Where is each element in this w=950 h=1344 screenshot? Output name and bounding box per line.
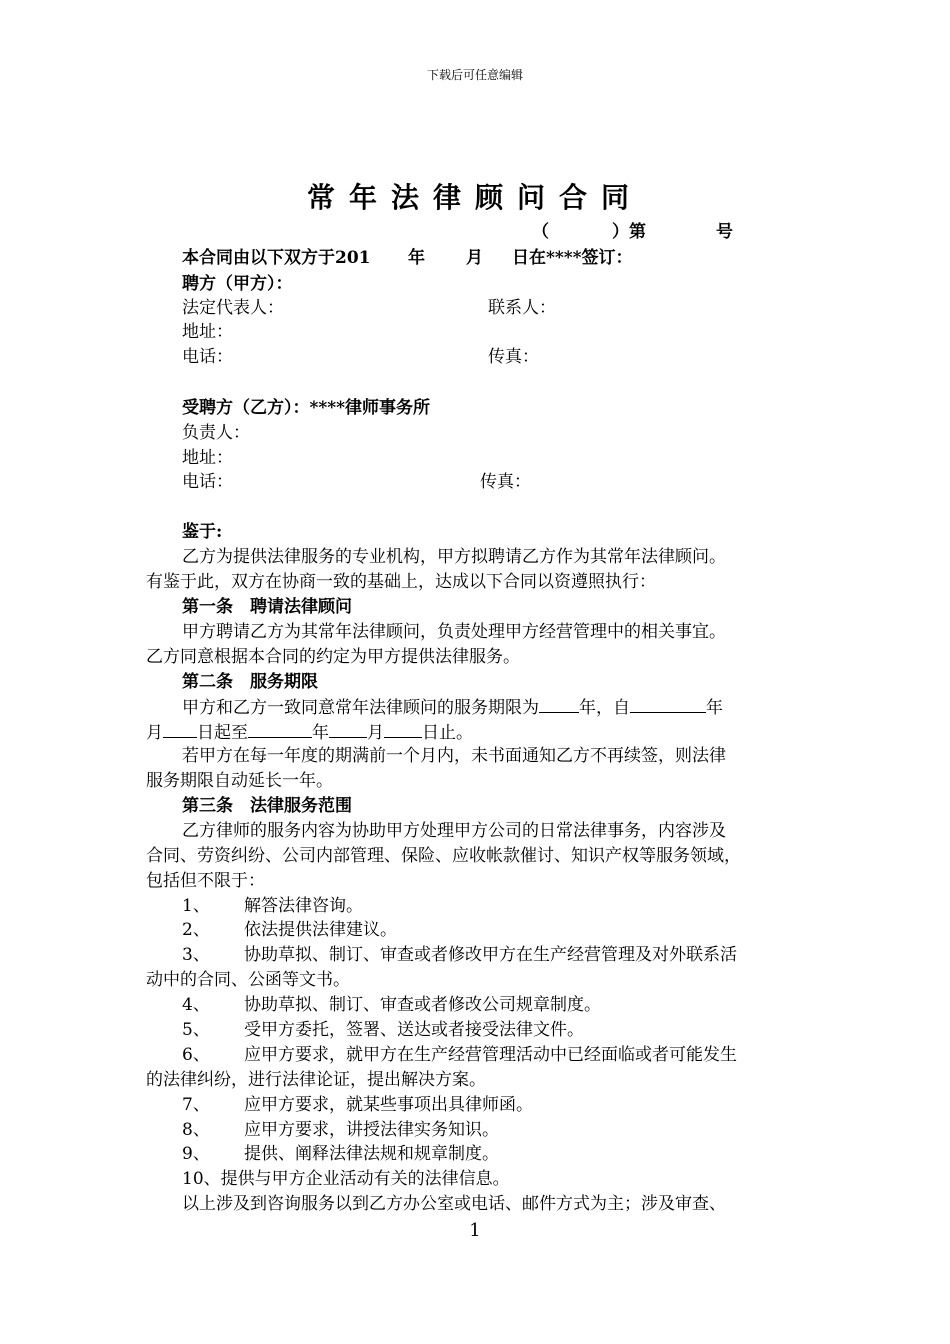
list-number: 3、 xyxy=(182,945,210,965)
list-number: 6、 xyxy=(182,1045,210,1065)
end-day-blank xyxy=(384,719,422,738)
term-text-2: 年，自 xyxy=(579,698,630,718)
article-2-line-3: 若甲方在每一年度的期满前一个月内，未书面通知乙方不再续签，则法律 xyxy=(182,746,726,766)
list-item: 解答法律咨询。 xyxy=(244,896,363,916)
list-number: 7、 xyxy=(182,1095,210,1115)
contract-no-paren-close: ）第 xyxy=(612,222,646,242)
start-month-blank xyxy=(163,719,197,738)
list-item-continued: 动中的合同、公函等文书。 xyxy=(146,970,350,990)
list-number: 9、 xyxy=(182,1144,210,1164)
intro-ri: 日在****签订： xyxy=(512,248,633,268)
party-a-address: 地址： xyxy=(182,322,233,342)
party-a-fax: 传真： xyxy=(488,347,539,367)
article-3-last-line: 以上涉及到咨询服务以到乙方办公室或电话、邮件方式为主；涉及审查、 xyxy=(182,1194,726,1214)
term-text-8: 日止。 xyxy=(422,723,473,743)
end-year-blank xyxy=(248,719,312,738)
party-b-address: 地址： xyxy=(182,448,233,468)
term-years-blank xyxy=(539,694,579,713)
party-a-rep: 法定代表人： xyxy=(182,298,284,318)
party-a-phone: 电话： xyxy=(182,347,233,367)
article-2-line-2 xyxy=(146,719,473,745)
party-b-fax: 传真： xyxy=(480,472,531,492)
article-3-line-1: 乙方律师的服务内容为协助甲方处理甲方公司的日常法律事务，内容涉及 xyxy=(182,821,726,841)
article-2-line-1 xyxy=(182,694,723,720)
article-1-line-2: 乙方同意根据本合同的约定为甲方提供法律服务。 xyxy=(146,647,520,667)
list-number: 8、 xyxy=(182,1120,210,1140)
contract-no-hao: 号 xyxy=(716,222,733,242)
start-year-blank xyxy=(630,694,706,713)
party-a-contact: 联系人： xyxy=(488,298,556,318)
intro-nian: 年 xyxy=(408,248,425,268)
term-text-5: 日起至 xyxy=(197,723,248,743)
article-3-line-3: 包括但不限于： xyxy=(146,871,265,891)
document-title: 常年法律顾问合同 xyxy=(306,181,643,214)
list-item: 协助草拟、制订、审查或者修改公司规章制度。 xyxy=(244,995,601,1015)
term-text-4: 月 xyxy=(146,723,163,743)
list-number: 1、 xyxy=(182,896,210,916)
intro-yue: 月 xyxy=(466,248,483,268)
article-3-line-2: 合同、劳资纠纷、公司内部管理、保险、应收帐款催讨、知识产权等服务领域， xyxy=(146,846,741,866)
list-item-continued: 的法律纠纷，进行法律论证，提出解决方案。 xyxy=(146,1070,486,1090)
article-2-line-4: 服务期限自动延长一年。 xyxy=(146,771,333,791)
list-item: 应甲方要求，就某些事项出具律师函。 xyxy=(244,1095,533,1115)
term-text-1: 甲方和乙方一致同意常年法律顾问的服务期限为 xyxy=(182,698,539,718)
article-3-heading: 第三条 法律服务范围 xyxy=(182,796,352,816)
term-text-7: 月 xyxy=(367,723,384,743)
contract-no-paren-open: （ xyxy=(532,222,549,242)
term-text-3: 年 xyxy=(706,698,723,718)
article-1-heading: 第一条 聘请法律顾问 xyxy=(182,597,352,617)
term-text-6: 年 xyxy=(312,723,329,743)
party-b-head: 负责人： xyxy=(182,423,250,443)
list-item: 提供、阐释法律法规和规章制度。 xyxy=(244,1144,499,1164)
list-item: 协助草拟、制订、审查或者修改甲方在生产经营管理及对外联系活 xyxy=(244,945,737,965)
whereas-line-1: 乙方为提供法律服务的专业机构，甲方拟聘请乙方作为其常年法律顾问。 xyxy=(182,547,726,567)
article-2-heading: 第二条 服务期限 xyxy=(182,672,318,692)
end-month-blank xyxy=(329,719,367,738)
list-item: 10、提供与甲方企业活动有关的法律信息。 xyxy=(182,1169,510,1189)
list-item: 受甲方委托，签署、送达或者接受法律文件。 xyxy=(244,1020,584,1040)
article-1-line-1: 甲方聘请乙方为其常年法律顾问，负责处理甲方经营管理中的相关事宜。 xyxy=(182,622,726,642)
whereas-line-2: 有鉴于此，双方在协商一致的基础上，达成以下合同以资遵照执行： xyxy=(146,572,656,592)
header-note: 下载后可任意编辑 xyxy=(426,68,523,82)
list-number: 2、 xyxy=(182,920,210,940)
list-number: 4、 xyxy=(182,995,210,1015)
intro-part1: 本合同由以下双方于201 xyxy=(182,248,371,268)
list-item: 应甲方要求，就甲方在生产经营管理活动中已经面临或者可能发生 xyxy=(244,1045,737,1065)
party-a-heading: 聘方（甲方）： xyxy=(182,274,293,294)
party-b-heading: 受聘方（乙方）：****律师事务所 xyxy=(182,398,431,418)
party-b-phone: 电话： xyxy=(182,472,233,492)
list-number: 5、 xyxy=(182,1020,210,1040)
whereas-heading: 鉴于: xyxy=(182,522,223,542)
page-number: 1 xyxy=(469,1220,481,1241)
list-item: 依法提供法律建议。 xyxy=(244,920,397,940)
list-item: 应甲方要求，讲授法律实务知识。 xyxy=(244,1120,499,1140)
